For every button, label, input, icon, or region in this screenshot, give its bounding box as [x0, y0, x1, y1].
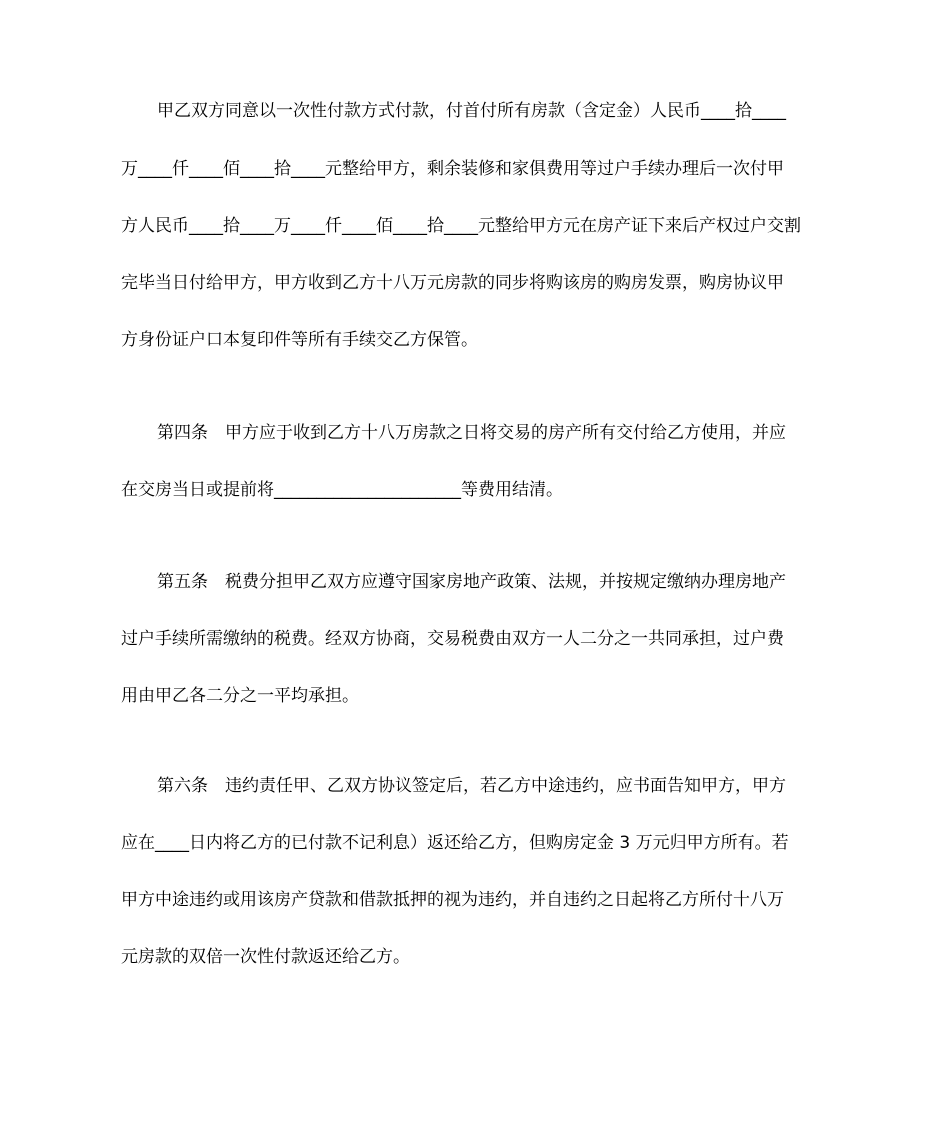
- article-6-line-4: 元房款的双倍一次性付款返还给乙方。: [121, 947, 410, 967]
- article-5-line-2: 过户手续所需缴纳的税费。经双方协商，交易税费由双方一人二分之一共同承担，过户费: [121, 629, 784, 649]
- payment-line-1: 甲乙双方同意以一次性付款方式付款，付首付所有房款（含定金）人民币____拾____: [157, 101, 786, 121]
- payment-line-4: 完毕当日付给甲方，甲方收到乙方十八万元房款的同步将购该房的购房发票，购房协议甲: [121, 273, 784, 293]
- article-5-line-1: 第五条 税费分担甲乙双方应遵守国家房地产政策、法规，并按规定缴纳办理房地产: [157, 572, 786, 592]
- payment-line-2: 万____仟____佰____拾____元整给甲方，剩余装修和家俱费用等过户手续办理后一次付甲: [121, 159, 784, 179]
- article-6-line-1: 第六条 违约责任甲、乙双方协议签定后，若乙方中途违约，应书面告知甲方，甲方: [157, 776, 786, 796]
- article-5-line-3: 用由甲乙各二分之一平均承担。: [121, 686, 359, 706]
- payment-line-5: 方身份证户口本复印件等所有手续交乙方保管。: [121, 330, 478, 350]
- article-4-line-1: 第四条 甲方应于收到乙方十八万房款之日将交易的房产所有交付给乙方使用，并应: [157, 423, 786, 443]
- article-6-line-3: 甲方中途违约或用该房产贷款和借款抵押的视为违约，并自违约之日起将乙方所付十八万: [121, 890, 784, 910]
- article-6-line-2: 应在____日内将乙方的已付款不记利息）返还给乙方，但购房定金 3 万元归甲方所有。若: [121, 833, 789, 853]
- article-4-line-2: 在交房当日或提前将______________________等费用结清。: [121, 480, 563, 500]
- payment-line-3: 方人民币____拾____万____仟____佰____拾____元整给甲方元在房产证下来后产权过户交割: [121, 216, 801, 236]
